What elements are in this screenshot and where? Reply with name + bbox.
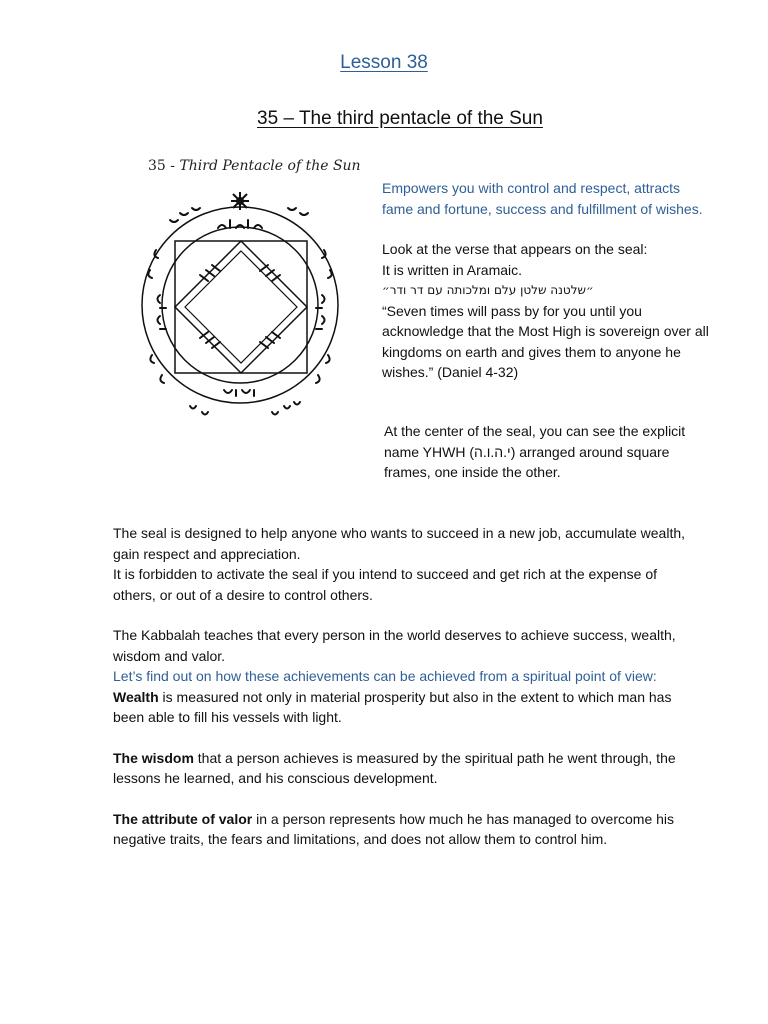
right-column (382, 178, 712, 383)
wealth-paragraph (113, 687, 693, 728)
body-paragraph-1b: It is forbidden to activate the seal if you intend to succeed and get rich at the expense of others, or out of a desire to control others. (113, 566, 658, 603)
wisdom-text: that a person achieves is measured by the spiritual path he went through, the lessons he learned, and his conscious development. (113, 749, 676, 786)
page-subtitle: 35 – The third pentacle of the Sun (257, 108, 543, 129)
center-description-text: At the center of the seal, you can see the explicit name YHWH (י.ה.ו.ה) arranged around square frames, one inside the other. (384, 423, 686, 480)
seal-caption-number: 35 - (148, 158, 180, 174)
verse-translation: “Seven times will pass by for you until you acknowledge that the Most High is sovereign over all kingdoms on earth and gives them to anyone he wishes.” (Daniel 4-32) (382, 302, 709, 380)
verse-intro-line1: Look at the verse that appears on the seal: (382, 241, 648, 257)
seal-caption (148, 158, 368, 174)
hebrew-verse: ״שלטנה שלטן עלם ומלכותה עם דר ודר״ (382, 283, 594, 297)
seal-diamond (175, 241, 307, 373)
valor-heading: The attribute of valor (113, 810, 253, 827)
intro-text: Empowers you with control and respect, attracts fame and fortune, success and fulfillment of wishes. (382, 180, 703, 217)
pentacle-seal-image (140, 180, 362, 440)
wisdom-heading: The wisdom (113, 749, 194, 766)
seal-outer-square (175, 241, 307, 373)
valor-paragraph (113, 809, 693, 850)
valor-text: in a person represents how much he has managed to overcome his negative traits, the fears and limitations, and does not allow them to control him. (113, 810, 675, 847)
center-description (384, 421, 704, 483)
lesson-title: Lesson 38 (340, 52, 428, 73)
body-text (113, 523, 693, 850)
seal-caption-text: Third Pentacle of the Sun (179, 158, 361, 174)
body-paragraph-2: The Kabbalah teaches that every person in the world deserves to achieve success, wealth, wisdom and valor. (113, 627, 676, 664)
wealth-text: is measured not only in material prosperity but also in the extent to which man has been able to fill his vessels with light. (113, 688, 672, 725)
body-paragraph-1a: The seal is designed to help anyone who wants to succeed in a new job, accumulate wealth, gain respect and appreciation. (113, 525, 686, 562)
wealth-heading: Wealth (113, 688, 159, 705)
body-paragraph-2-blue: Let’s find out on how these achievements can be achieved from a spiritual point of view: (113, 668, 657, 684)
seal-figure (140, 150, 362, 440)
verse-intro-line2: It is written in Aramaic. (382, 261, 523, 278)
wisdom-paragraph (113, 748, 693, 789)
